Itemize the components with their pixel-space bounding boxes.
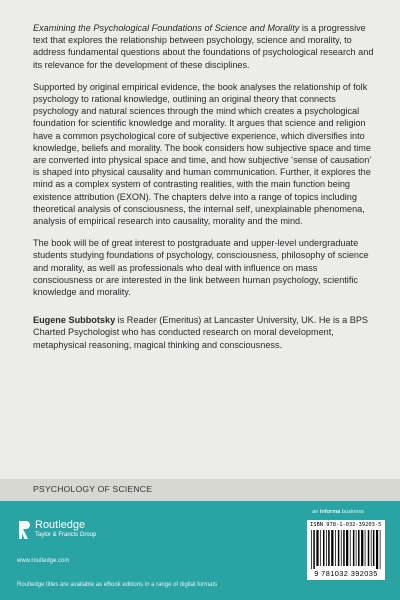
- publisher-logo-text: [35, 519, 96, 539]
- barcode-stripe: [356, 530, 357, 566]
- description-paragraph-1: Examining the Psychological Foundations of Science and Morality is a progressive text that explores the relationship between psychology, science and morality, to address fundamental questions about the foundations of psychological research and its relevance for the development of these disciplines.: [33, 23, 374, 70]
- barcode-stripe: [323, 530, 325, 566]
- barcode-stripe: [338, 530, 340, 566]
- barcode-stripe: [335, 530, 336, 566]
- series-label: PSYCHOLOGY OF SCIENCE: [33, 484, 153, 494]
- barcode-stripe: [365, 530, 366, 566]
- barcode-stripe: [343, 530, 345, 566]
- barcode-stripe: [361, 530, 363, 566]
- barcode-stripe: [371, 530, 372, 566]
- barcode-stripe: [331, 530, 333, 566]
- description-text: [33, 22, 379, 361]
- barcode-stripe: [320, 530, 321, 566]
- series-band: [0, 479, 400, 501]
- publisher-url: www.routledge.com: [17, 558, 70, 564]
- barcode-stripe: [376, 530, 378, 569]
- barcode-stripe: [353, 530, 355, 566]
- book-title-inline: Examining the Psychological Foundations of Science and Morality: [33, 23, 300, 33]
- barcode-bars: [311, 530, 381, 569]
- isbn-label: ISBN 978-1-032-39203-5: [310, 522, 382, 528]
- informa-business-tag: an informa business: [312, 509, 364, 515]
- ebook-availability-note: Routledge titles are available as eBook editions in a range of digital formats: [17, 582, 218, 588]
- description-paragraph-3: The book will be of great interest to postgraduate and upper-level undergraduate students studying foundations of psychology, consciousness, philosophy of science and morality, as well as professionals who deal with influence on mass consciousness or are interested in the link between human psychology, scientific knowledge and morality.: [33, 238, 369, 298]
- barcode-stripe: [328, 530, 330, 566]
- barcode-stripe: [350, 530, 351, 566]
- author-bio: Eugene Subbotsky is Reader (Emeritus) at Lancaster University, UK. He is a BPS Charted Psychologist who has conducted research on moral development, metaphysical reasoning, magical thinking and consciousness.: [33, 315, 369, 350]
- publisher-group: Taylor & Francis Group: [35, 532, 97, 538]
- barcode-stripe: [326, 530, 327, 566]
- barcode-stripe: [313, 530, 315, 569]
- author-name: Eugene Subbotsky: [33, 315, 116, 326]
- isbn-digits: 9 781032 392035: [314, 569, 378, 578]
- barcode-stripe: [341, 530, 342, 566]
- barcode-stripe: [316, 530, 318, 566]
- description-paragraph-2: Supported by original empirical evidence, the book analyses the relationship of folk psychology to rational knowledge, outlining an original theory that connects psychology and natural sciences through the mind which creates a psychological foundation for scientific knowledge and morality. It argues that science and religion have a common psychological core of subjective experience, which diversifies into knowledge, beliefs and morality. The book considers how subjective space and time are converted into physical space and time, and how subjective ‘sense of causation’ is shaped into physical causality and human communication. Further, it explores the mind as a complex system of contrasting realities, with the main function being existence attribution (EXON). The chapters delve into a range of topics including theoretical analysis of consciousness, the internal self, unexplainable phenomena, analysis of empirical research into causality, morality and the mind.: [33, 81, 371, 227]
- barcode-stripe: [373, 530, 375, 566]
- isbn-barcode: [307, 520, 385, 580]
- routledge-logo-icon: [17, 519, 31, 541]
- barcode-stripe: [380, 530, 381, 569]
- barcode-stripe: [346, 530, 348, 566]
- publisher-name: Routledge: [35, 519, 86, 531]
- barcode-stripe: [368, 530, 370, 566]
- barcode-stripe: [358, 530, 360, 566]
- barcode-stripe: [311, 530, 312, 569]
